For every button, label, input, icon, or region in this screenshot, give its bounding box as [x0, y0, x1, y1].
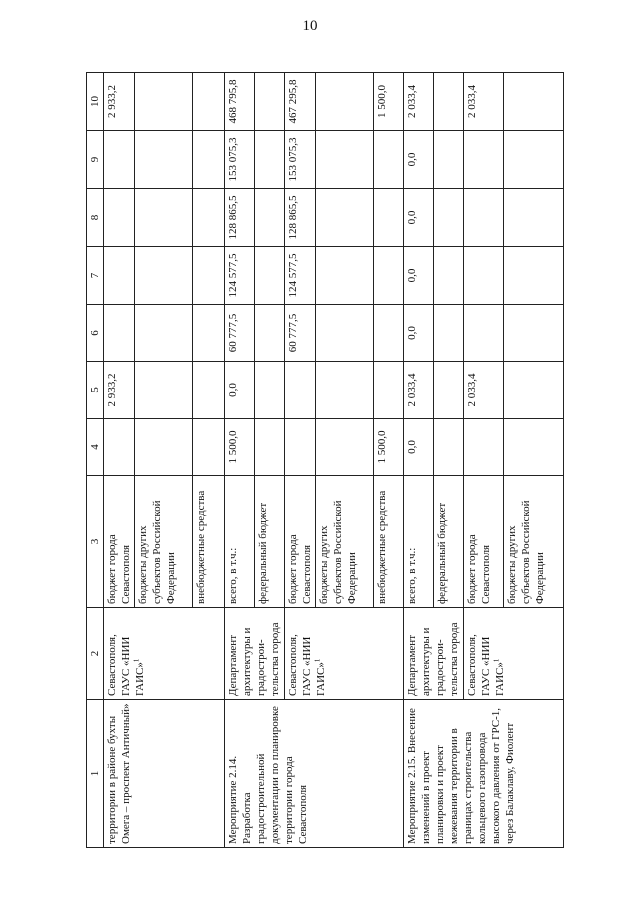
value-cell [104, 305, 135, 362]
value-cell: 1 500,0 [374, 73, 404, 131]
col-header-9: 9 [87, 131, 104, 189]
value-cell: 468 795,8 [225, 73, 255, 131]
value-cell [374, 189, 404, 247]
value-cell [316, 305, 374, 362]
value-cell [316, 247, 374, 305]
rotated-table-wrapper [86, 73, 548, 848]
activity-cell: территории в районе бухты Омега – проспект Античный» [104, 700, 225, 848]
value-cell [193, 131, 225, 189]
value-cell [316, 362, 374, 419]
source-cell: внебюджетные средства [374, 476, 404, 608]
value-cell [464, 189, 504, 247]
source-cell: внебюджетные средства [193, 476, 225, 608]
executor-cell: Департамент архитектуры и градострои-тельства города [225, 608, 285, 700]
value-cell [255, 131, 285, 189]
value-cell [464, 305, 504, 362]
value-cell [193, 189, 225, 247]
source-cell: бюджеты других субъектов Российской Федерации [316, 476, 374, 608]
value-cell: 60 777,5 [285, 305, 316, 362]
value-cell: 0,0 [404, 305, 434, 362]
value-cell [374, 131, 404, 189]
value-cell: 0,0 [225, 362, 255, 419]
activity-cell: Мероприятие 2.14. Разработка градостроительной документации по планировке территории города Севастополя [225, 700, 404, 848]
col-header-5: 5 [87, 362, 104, 419]
executor-cell: Севастополя, ГАУС «НИИ ГАИС»$^1$ [464, 608, 564, 700]
source-cell: бюджеты других субъектов Российской Федерации [135, 476, 193, 608]
source-cell: всего, в т.ч.: [404, 476, 434, 608]
value-cell [255, 73, 285, 131]
source-cell: бюджеты других субъектов Российской Федерации [504, 476, 564, 608]
value-cell [193, 419, 225, 476]
col-header-2: 2 [87, 608, 104, 700]
value-cell [434, 189, 464, 247]
source-cell: всего, в т.ч.: [225, 476, 255, 608]
header-row [87, 73, 104, 848]
value-cell [434, 305, 464, 362]
budget-table [86, 72, 564, 848]
value-cell [104, 419, 135, 476]
table-row [404, 73, 434, 848]
value-cell [434, 419, 464, 476]
value-cell [374, 247, 404, 305]
value-cell [504, 362, 564, 419]
value-cell [434, 73, 464, 131]
value-cell [135, 189, 193, 247]
value-cell [504, 305, 564, 362]
value-cell: 2 033,4 [404, 362, 434, 419]
value-cell [193, 362, 225, 419]
table-row [225, 73, 255, 848]
value-cell: 2 033,4 [464, 362, 504, 419]
value-cell [434, 131, 464, 189]
value-cell [135, 131, 193, 189]
value-cell [285, 419, 316, 476]
value-cell [504, 189, 564, 247]
value-cell [193, 305, 225, 362]
source-cell: федеральный бюджет [255, 476, 285, 608]
value-cell [255, 189, 285, 247]
value-cell [464, 247, 504, 305]
value-cell: 0,0 [404, 247, 434, 305]
activity-cell: Мероприятие 2.15. Внесение изменений в проект планировки и проект межевания территории в границах строительства кольцевого газопровода высокого давления от ГРС-1, через Балаклаву, Фиолент [404, 700, 564, 848]
value-cell [285, 362, 316, 419]
value-cell [135, 419, 193, 476]
col-header-8: 8 [87, 189, 104, 247]
value-cell: 128 865,5 [225, 189, 255, 247]
value-cell: 0,0 [404, 131, 434, 189]
value-cell [135, 362, 193, 419]
value-cell [504, 419, 564, 476]
value-cell: 128 865,5 [285, 189, 316, 247]
value-cell: 153 075,3 [285, 131, 316, 189]
value-cell [104, 131, 135, 189]
value-cell [464, 419, 504, 476]
value-cell [135, 305, 193, 362]
col-header-10: 10 [87, 73, 104, 131]
value-cell: 2 033,4 [464, 73, 504, 131]
executor-cell: Севастополя, ГАУС «НИИ ГАИС»$^1$ [104, 608, 225, 700]
value-cell [255, 362, 285, 419]
source-cell: бюджет города Севастополя [104, 476, 135, 608]
value-cell [255, 305, 285, 362]
value-cell [316, 131, 374, 189]
source-cell: бюджет города Севастополя [285, 476, 316, 608]
value-cell: 467 295,8 [285, 73, 316, 131]
value-cell [255, 247, 285, 305]
executor-cell: Севастополя, ГАУС «НИИ ГАИС»$^1$ [285, 608, 404, 700]
value-cell [316, 419, 374, 476]
value-cell [504, 247, 564, 305]
value-cell [135, 73, 193, 131]
value-cell: 2 033,4 [404, 73, 434, 131]
value-cell [104, 247, 135, 305]
col-header-1: 1 [87, 700, 104, 848]
value-cell [316, 189, 374, 247]
value-cell [255, 419, 285, 476]
value-cell: 0,0 [404, 419, 434, 476]
value-cell: 1 500,0 [374, 419, 404, 476]
executor-cell: Департамент архитектуры и градострои-тельства города [404, 608, 464, 700]
value-cell [434, 362, 464, 419]
value-cell: 60 777,5 [225, 305, 255, 362]
value-cell: 2 933,2 [104, 73, 135, 131]
col-header-6: 6 [87, 305, 104, 362]
value-cell [135, 247, 193, 305]
value-cell [504, 73, 564, 131]
value-cell: 124 577,5 [285, 247, 316, 305]
value-cell [434, 247, 464, 305]
value-cell [374, 362, 404, 419]
value-cell: 2 933,2 [104, 362, 135, 419]
value-cell [193, 247, 225, 305]
value-cell [504, 131, 564, 189]
value-cell [374, 305, 404, 362]
page-number: 10 [302, 18, 318, 34]
col-header-3: 3 [87, 476, 104, 608]
value-cell: 1 500,0 [225, 419, 255, 476]
table-row [104, 73, 135, 848]
value-cell: 0,0 [404, 189, 434, 247]
source-cell: бюджет города Севастополя [464, 476, 504, 608]
value-cell: 153 075,3 [225, 131, 255, 189]
source-cell: федеральный бюджет [434, 476, 464, 608]
value-cell [464, 131, 504, 189]
value-cell: 124 577,5 [225, 247, 255, 305]
value-cell [316, 73, 374, 131]
col-header-4: 4 [87, 419, 104, 476]
value-cell [104, 189, 135, 247]
value-cell [193, 73, 225, 131]
col-header-7: 7 [87, 247, 104, 305]
